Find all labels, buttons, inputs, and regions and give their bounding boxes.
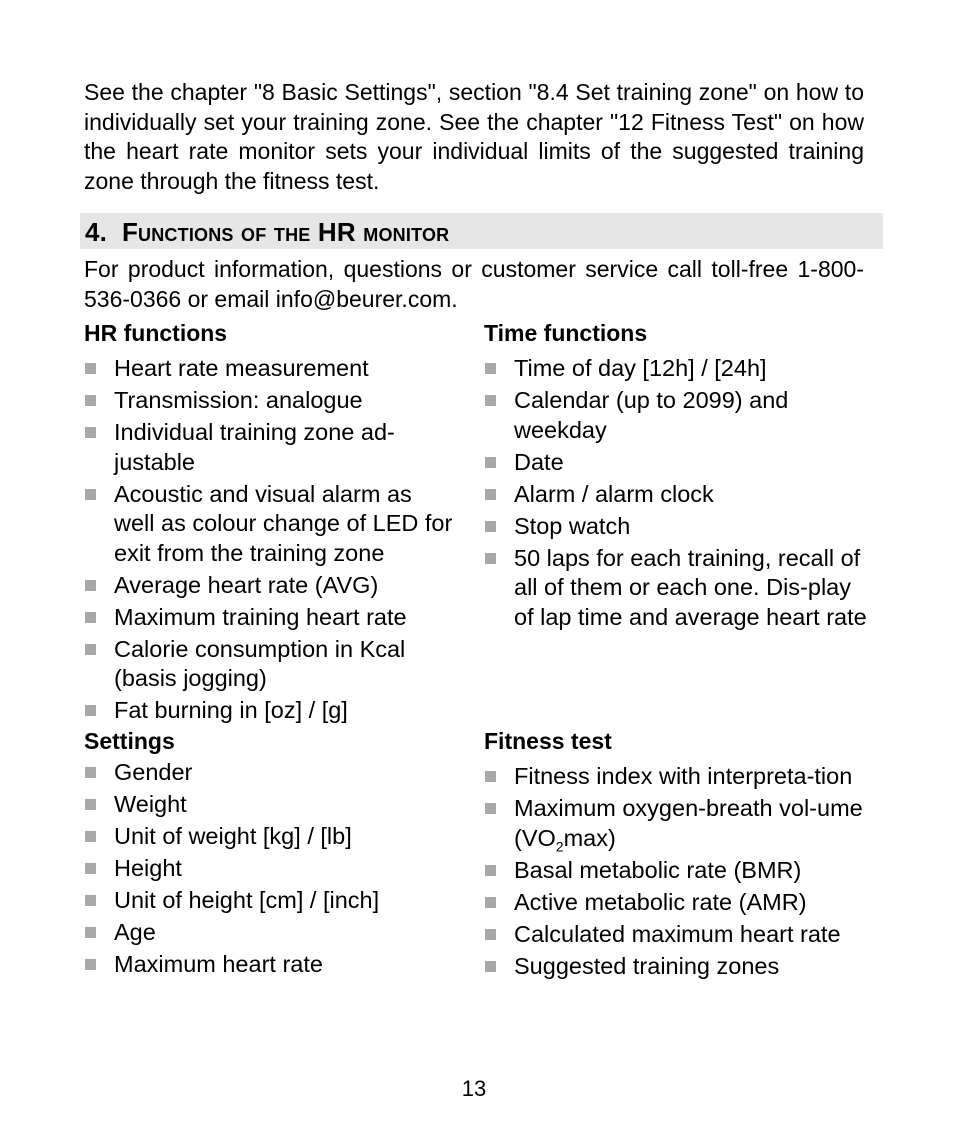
- list-item: Gender: [84, 758, 454, 788]
- square-bullet-icon: [85, 959, 96, 970]
- square-bullet-icon: [485, 803, 496, 814]
- list-item: Heart rate measurement: [84, 354, 454, 384]
- square-bullet-icon: [85, 927, 96, 938]
- intro-paragraph: See the chapter "8 Basic Settings", section "8.4 Set training zone" on how to individually set your training zone. See the chapter "12 Fitness Test" on how the heart rate monitor sets your individual limits of the suggested training zone through the fitness test.: [84, 79, 864, 194]
- square-bullet-icon: [85, 895, 96, 906]
- list-item: Fat burning in [oz] / [g]: [84, 696, 454, 726]
- hr-functions-heading: HR functions: [84, 320, 228, 346]
- square-bullet-icon: [485, 865, 496, 876]
- square-bullet-icon: [85, 489, 96, 500]
- contact-paragraph: For product information, questions or customer service call toll-free 1-800-536-0366 or email info@beurer.com.: [84, 256, 864, 312]
- list-item: Average heart rate (AVG): [84, 571, 454, 601]
- list-item: Height: [84, 854, 454, 884]
- square-bullet-icon: [85, 799, 96, 810]
- square-bullet-icon: [85, 644, 96, 655]
- square-bullet-icon: [485, 961, 496, 972]
- square-bullet-icon: [85, 705, 96, 716]
- list-item: Unit of weight [kg] / [lb]: [84, 822, 454, 852]
- list-item: Basal metabolic rate (BMR): [484, 856, 884, 886]
- list-item: Time of day [12h] / [24h]: [484, 354, 869, 384]
- time-functions-list: [484, 354, 869, 635]
- list-item: Maximum oxygen-breath vol-ume $(VO_2\max)$: [484, 794, 884, 853]
- list-item: Alarm / alarm clock: [484, 480, 869, 510]
- list-item: 50 laps for each training, recall of all of them or each one. Dis-play of lap time and average heart rate: [484, 544, 869, 633]
- list-item: Maximum training heart rate: [84, 603, 454, 633]
- list-item: Fitness index with interpreta-tion: [484, 762, 884, 792]
- square-bullet-icon: [85, 863, 96, 874]
- square-bullet-icon: [85, 612, 96, 623]
- square-bullet-icon: [85, 363, 96, 374]
- square-bullet-icon: [485, 771, 496, 782]
- fitness-test-heading: Fitness test: [484, 728, 612, 754]
- square-bullet-icon: [485, 553, 496, 564]
- settings-heading: Settings: [84, 728, 175, 754]
- list-item: Acoustic and visual alarm as well as colour change of LED for exit from the training zone: [84, 480, 454, 569]
- list-item: Active metabolic rate (AMR): [484, 888, 884, 918]
- square-bullet-icon: [85, 831, 96, 842]
- settings-list: [84, 758, 454, 982]
- list-item: Date: [484, 448, 869, 478]
- list-item: Individual training zone ad-justable: [84, 418, 454, 477]
- hr-functions-list: [84, 354, 454, 728]
- square-bullet-icon: [85, 427, 96, 438]
- section-header: [80, 213, 883, 249]
- square-bullet-icon: [485, 395, 496, 406]
- list-item: Unit of height [cm] / [inch]: [84, 886, 454, 916]
- square-bullet-icon: [85, 580, 96, 591]
- section-title-text: Functions of the HR monitor: [121, 217, 450, 247]
- section-number: 4.: [85, 217, 108, 247]
- square-bullet-icon: [85, 395, 96, 406]
- page-number: 13: [461, 1076, 487, 1101]
- list-item: Age: [84, 918, 454, 948]
- square-bullet-icon: [485, 897, 496, 908]
- square-bullet-icon: [485, 929, 496, 940]
- fitness-test-list: [484, 762, 884, 984]
- square-bullet-icon: [485, 521, 496, 532]
- square-bullet-icon: [485, 489, 496, 500]
- list-item: Maximum heart rate: [84, 950, 454, 980]
- square-bullet-icon: [85, 767, 96, 778]
- section-title: [85, 216, 449, 248]
- list-item: Calendar (up to 2099) and weekday: [484, 386, 869, 445]
- list-item: Suggested training zones: [484, 952, 884, 982]
- time-functions-heading: Time functions: [484, 320, 648, 346]
- square-bullet-icon: [485, 457, 496, 468]
- list-item: Transmission: analogue: [84, 386, 454, 416]
- list-item: Calorie consumption in Kcal (basis jogging): [84, 635, 454, 694]
- list-item: Calculated maximum heart rate: [484, 920, 884, 950]
- square-bullet-icon: [485, 363, 496, 374]
- list-item: Stop watch: [484, 512, 869, 542]
- list-item: Weight: [84, 790, 454, 820]
